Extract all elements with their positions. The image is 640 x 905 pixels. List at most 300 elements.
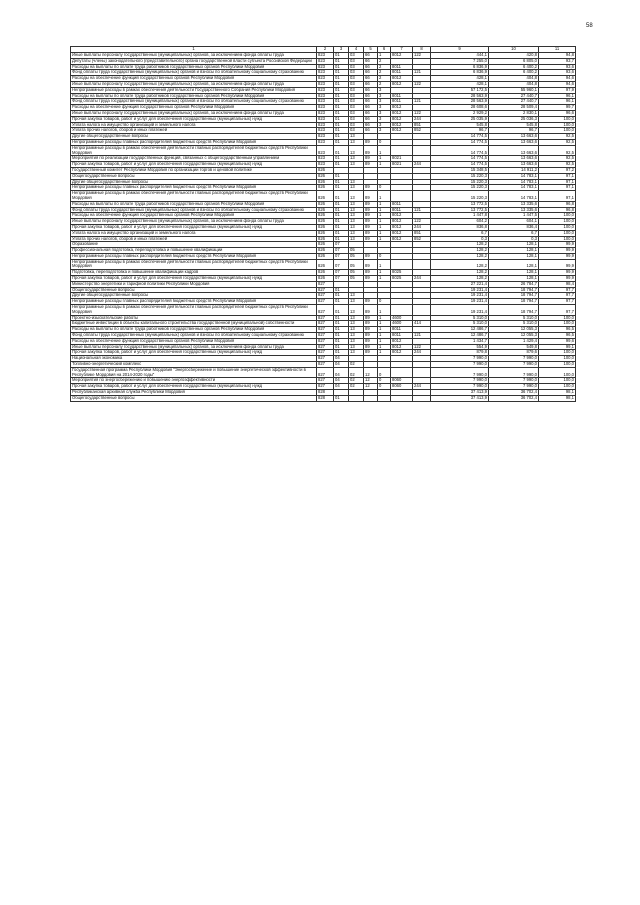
- row-name-cell: Непрограммные расходы главных распорядителей бюджетных средств Республики Мордовия: [71, 139, 317, 145]
- row-name-cell: Другие общегосударственные вопросы: [71, 134, 317, 140]
- article-code-cell: 8012: [391, 122, 413, 128]
- expense-type-code-cell: 414: [413, 321, 431, 327]
- row-name-cell: Иные выплаты персоналу государственных (муниципальных) органов, за исключением фонда оплаты труда: [71, 81, 317, 87]
- expense-type-code-cell: 244: [413, 116, 431, 122]
- expense-type-code-cell: 244: [413, 224, 431, 230]
- subsection-code-cell: 03: [349, 110, 364, 116]
- program-code-cell: 89: [364, 191, 378, 202]
- program-code-cell: 66: [364, 93, 378, 99]
- subprogram-code-cell: 3: [378, 122, 391, 128]
- row-name-cell: Прочая закупка товаров, работ и услуг для обеспечения государственных (муниципальных) нужд: [71, 276, 317, 282]
- row-name-cell: Национальная экономика: [71, 356, 317, 362]
- program-code-cell: 12: [364, 367, 378, 378]
- execution-percent-cell: 97,9: [539, 87, 576, 93]
- subsection-code-cell: 13: [349, 219, 364, 225]
- table-row: [71, 191, 576, 202]
- admin-code-cell: 823: [317, 58, 334, 64]
- row-name-cell: Расходы на обеспечение функций государственных органов Республики Мордовия: [71, 213, 317, 219]
- column-header: 3: [334, 47, 349, 53]
- section-code-cell: 07: [334, 248, 349, 254]
- admin-code-cell: 823: [317, 105, 334, 111]
- executed-amount-cell: 404,8: [489, 81, 539, 87]
- executed-amount-cell: 13 335,6: [489, 201, 539, 207]
- admin-code-cell: 826: [317, 270, 334, 276]
- subsection-code-cell: 13: [349, 139, 364, 145]
- admin-code-cell: 823: [317, 81, 334, 87]
- program-code-cell: 66: [364, 64, 378, 70]
- subsection-code-cell: 03: [349, 105, 364, 111]
- row-name-cell: Общегосударственные вопросы: [71, 395, 317, 401]
- execution-percent-cell: 100,0: [539, 350, 576, 356]
- subprogram-code-cell: 3: [378, 87, 391, 93]
- planned-amount-cell: 15 220,3: [431, 191, 489, 202]
- column-header: 8: [413, 47, 431, 53]
- subprogram-code-cell: 1: [378, 230, 391, 236]
- row-name-cell: Уплата налога на имущество организаций и земельного налога: [71, 122, 317, 128]
- row-name-cell: Непрограммные расходы главных распорядителей бюджетных средств Республики Мордовия: [71, 185, 317, 191]
- article-code-cell: [391, 259, 413, 270]
- expense-type-code-cell: 122: [413, 53, 431, 59]
- section-code-cell: 01: [334, 191, 349, 202]
- execution-percent-cell: 97,1: [539, 173, 576, 179]
- planned-amount-cell: 604,2: [431, 219, 489, 225]
- admin-code-cell: 826: [317, 167, 334, 173]
- program-code-cell: 89: [364, 344, 378, 350]
- subsection-code-cell: 13: [349, 156, 364, 162]
- executed-amount-cell: 28 509,4: [489, 105, 539, 111]
- section-code-cell: 07: [334, 253, 349, 259]
- section-code-cell: 01: [334, 287, 349, 293]
- execution-percent-cell: 97,1: [539, 191, 576, 202]
- executed-amount-cell: 27 440,7: [489, 99, 539, 105]
- article-code-cell: [391, 191, 413, 202]
- executed-amount-cell: 128,1: [489, 270, 539, 276]
- subsection-code-cell: 03: [349, 70, 364, 76]
- program-code-cell: 89: [364, 276, 378, 282]
- subprogram-code-cell: 2: [378, 76, 391, 82]
- planned-amount-cell: 6,7: [431, 230, 489, 236]
- subsection-code-cell: 13: [349, 350, 364, 356]
- subprogram-code-cell: 1: [378, 156, 391, 162]
- row-name-cell: Непрограммные расходы главных распорядителей бюджетных средств Республики Мордовия: [71, 253, 317, 259]
- subprogram-code-cell: 0: [378, 253, 391, 259]
- executed-amount-cell: 55 960,1: [489, 87, 539, 93]
- execution-percent-cell: 96,5: [539, 327, 576, 333]
- expense-type-code-cell: [413, 191, 431, 202]
- planned-amount-cell: 15 220,3: [431, 185, 489, 191]
- subprogram-code-cell: 1: [378, 201, 391, 207]
- executed-amount-cell: 5 310,0: [489, 321, 539, 327]
- row-name-cell: Уплата прочих налогов, сборов и иных платежей: [71, 128, 317, 134]
- expense-type-code-cell: 244: [413, 350, 431, 356]
- program-code-cell: 89: [364, 333, 378, 339]
- execution-percent-cell: 100,0: [539, 315, 576, 321]
- execution-percent-cell: 100,0: [539, 356, 576, 362]
- expense-type-code-cell: 852: [413, 128, 431, 134]
- expense-type-code-cell: 122: [413, 110, 431, 116]
- admin-code-cell: 826: [317, 219, 334, 225]
- subsection-code-cell: 03: [349, 81, 364, 87]
- article-code-cell: 4600: [391, 315, 413, 321]
- execution-percent-cell: 100,0: [539, 367, 576, 378]
- planned-amount-cell: 12 486,7: [431, 327, 489, 333]
- planned-amount-cell: 13 772,5: [431, 201, 489, 207]
- admin-code-cell: 823: [317, 64, 334, 70]
- section-code-cell: 01: [334, 139, 349, 145]
- subsection-code-cell: 13: [349, 305, 364, 316]
- subprogram-code-cell: 1: [378, 191, 391, 202]
- subsection-code-cell: 02: [349, 378, 364, 384]
- section-code-cell: 01: [334, 327, 349, 333]
- admin-code-cell: 826: [317, 236, 334, 242]
- subprogram-code-cell: 2: [378, 64, 391, 70]
- execution-percent-cell: 100,0: [539, 236, 576, 242]
- execution-percent-cell: 99,9: [539, 253, 576, 259]
- subprogram-code-cell: 1: [378, 350, 391, 356]
- column-header: 11: [539, 47, 576, 53]
- subprogram-code-cell: 1: [378, 224, 391, 230]
- executed-amount-cell: 545,8: [489, 122, 539, 128]
- execution-percent-cell: 92,5: [539, 162, 576, 168]
- program-code-cell: 89: [364, 338, 378, 344]
- section-code-cell: 01: [334, 128, 349, 134]
- execution-percent-cell: 98,1: [539, 390, 576, 396]
- planned-amount-cell: 7 990,0: [431, 356, 489, 362]
- planned-amount-cell: 6 836,9: [431, 70, 489, 76]
- program-code-cell: 89: [364, 315, 378, 321]
- executed-amount-cell: 36 702,4: [489, 390, 539, 396]
- article-code-cell: 8012: [391, 236, 413, 242]
- subsection-code-cell: 13: [349, 321, 364, 327]
- subprogram-code-cell: 3: [378, 105, 391, 111]
- admin-code-cell: 827: [317, 327, 334, 333]
- planned-amount-cell: 879,8: [431, 350, 489, 356]
- planned-amount-cell: 2 929,2: [431, 110, 489, 116]
- article-code-cell: [391, 145, 413, 156]
- table-row: [71, 305, 576, 316]
- row-name-cell: Непрограммные расходы в рамках обеспечения деятельности главных распорядителей бюджетных средств Республики Мордовия: [71, 145, 317, 156]
- program-code-cell: 89: [364, 253, 378, 259]
- admin-code-cell: 827: [317, 338, 334, 344]
- planned-amount-cell: 96,7: [431, 128, 489, 134]
- section-code-cell: 01: [334, 236, 349, 242]
- executed-amount-cell: 18 794,7: [489, 299, 539, 305]
- subsection-code-cell: 13: [349, 344, 364, 350]
- article-code-cell: 8025: [391, 276, 413, 282]
- subsection-code-cell: 03: [349, 122, 364, 128]
- execution-percent-cell: 97,1: [539, 185, 576, 191]
- row-name-cell: Расходы на выплаты по оплате труда работников государственных органов Республики Мордовия: [71, 201, 317, 207]
- expense-type-code-cell: [413, 259, 431, 270]
- execution-percent-cell: 100,0: [539, 128, 576, 134]
- expense-type-code-cell: 121: [413, 70, 431, 76]
- row-name-cell: Фонд оплаты труда государственных (муниципальных) органов и взносы по обязательному социальному страхованию: [71, 333, 317, 339]
- article-code-cell: 8011: [391, 201, 413, 207]
- execution-percent-cell: 94,6: [539, 81, 576, 87]
- article-code-cell: 8025: [391, 270, 413, 276]
- section-code-cell: 01: [334, 230, 349, 236]
- executed-amount-cell: 7 990,0: [489, 378, 539, 384]
- executed-amount-cell: 13 663,6: [489, 162, 539, 168]
- column-header: 10: [489, 47, 539, 53]
- program-code-cell: 89: [364, 185, 378, 191]
- program-code-cell: 89: [364, 219, 378, 225]
- admin-code-cell: 823: [317, 70, 334, 76]
- program-code-cell: [364, 395, 378, 401]
- executed-amount-cell: 14 783,1: [489, 179, 539, 185]
- section-code-cell: 01: [334, 179, 349, 185]
- program-code-cell: 89: [364, 145, 378, 156]
- admin-code-cell: 828: [317, 395, 334, 401]
- planned-amount-cell: 7 990,0: [431, 367, 489, 378]
- execution-percent-cell: 100,0: [539, 362, 576, 368]
- program-code-cell: 89: [364, 305, 378, 316]
- article-code-cell: [391, 395, 413, 401]
- executed-amount-cell: 96,7: [489, 128, 539, 134]
- expense-type-code-cell: 122: [413, 81, 431, 87]
- planned-amount-cell: 19 231,4: [431, 287, 489, 293]
- executed-amount-cell: 27 440,7: [489, 93, 539, 99]
- section-code-cell: 01: [334, 53, 349, 59]
- execution-percent-cell: 97,7: [539, 287, 576, 293]
- article-code-cell: [391, 305, 413, 316]
- section-code-cell: 01: [334, 70, 349, 76]
- execution-percent-cell: 100,0: [539, 213, 576, 219]
- section-code-cell: 01: [334, 173, 349, 179]
- admin-code-cell: 827: [317, 378, 334, 384]
- admin-code-cell: 827: [317, 293, 334, 299]
- subprogram-code-cell: 1: [378, 219, 391, 225]
- executed-amount-cell: 420,8: [489, 53, 539, 59]
- admin-code-cell: 823: [317, 53, 334, 59]
- executed-amount-cell: 128,1: [489, 276, 539, 282]
- subsection-code-cell: 03: [349, 87, 364, 93]
- expense-type-code-cell: 851: [413, 230, 431, 236]
- program-code-cell: 89: [364, 230, 378, 236]
- executed-amount-cell: 13 663,6: [489, 145, 539, 156]
- program-code-cell: 66: [364, 76, 378, 82]
- article-code-cell: 8011: [391, 207, 413, 213]
- section-code-cell: 01: [334, 99, 349, 105]
- program-code-cell: 66: [364, 53, 378, 59]
- admin-code-cell: 827: [317, 287, 334, 293]
- subsection-code-cell: 13: [349, 213, 364, 219]
- subprogram-code-cell: 1: [378, 305, 391, 316]
- program-code-cell: 66: [364, 116, 378, 122]
- executed-amount-cell: 0,3: [489, 236, 539, 242]
- planned-amount-cell: 14 774,5: [431, 162, 489, 168]
- table-row: [71, 367, 576, 378]
- executed-amount-cell: 836,4: [489, 224, 539, 230]
- admin-code-cell: 827: [317, 281, 334, 287]
- subprogram-code-cell: 0: [378, 185, 391, 191]
- column-header: 1: [71, 47, 317, 53]
- subsection-code-cell: 05: [349, 276, 364, 282]
- row-name-cell: Государственный комитет Республики Мордовия по организации торгов и ценовой политике: [71, 167, 317, 173]
- table-body: [71, 53, 576, 402]
- page-number: 58: [586, 23, 593, 29]
- article-code-cell: 8011: [391, 327, 413, 333]
- table-row: [71, 145, 576, 156]
- execution-percent-cell: 96,8: [539, 201, 576, 207]
- subsection-code-cell: 13: [349, 207, 364, 213]
- planned-amount-cell: 7 990,0: [431, 384, 489, 390]
- section-code-cell: 04: [334, 378, 349, 384]
- row-name-cell: Непрограммные расходы в рамках обеспечения деятельности главных распорядителей бюджетных средств Республики Мордовия: [71, 305, 317, 316]
- subprogram-code-cell: 1: [378, 333, 391, 339]
- section-code-cell: 01: [334, 58, 349, 64]
- admin-code-cell: 823: [317, 145, 334, 156]
- expense-type-code-cell: 244: [413, 276, 431, 282]
- admin-code-cell: 826: [317, 173, 334, 179]
- executed-amount-cell: 13 335,6: [489, 207, 539, 213]
- column-header: 9: [431, 47, 489, 53]
- executed-amount-cell: 13 663,6: [489, 156, 539, 162]
- article-code-cell: 8012: [391, 76, 413, 82]
- admin-code-cell: 823: [317, 139, 334, 145]
- program-code-cell: 89: [364, 139, 378, 145]
- planned-amount-cell: 128,2: [431, 270, 489, 276]
- article-code-cell: 8011: [391, 64, 413, 70]
- execution-percent-cell: 100,0: [539, 116, 576, 122]
- execution-percent-cell: 99,9: [539, 259, 576, 270]
- section-code-cell: 04: [334, 384, 349, 390]
- subprogram-code-cell: 3: [378, 128, 391, 134]
- execution-percent-cell: 94,6: [539, 76, 576, 82]
- planned-amount-cell: 7 990,0: [431, 378, 489, 384]
- expense-type-code-cell: 244: [413, 384, 431, 390]
- row-name-cell: Уплата прочих налогов, сборов и иных платежей: [71, 236, 317, 242]
- row-name-cell: Подготовка, переподготовка и повышение квалификации кадров: [71, 270, 317, 276]
- planned-amount-cell: 128,2: [431, 248, 489, 254]
- article-code-cell: 4600: [391, 321, 413, 327]
- row-name-cell: Иные выплаты персоналу государственных (муниципальных) органов, за исключением фонда оплаты труда: [71, 110, 317, 116]
- section-code-cell: 01: [334, 213, 349, 219]
- admin-code-cell: 826: [317, 201, 334, 207]
- subsection-code-cell: 05: [349, 248, 364, 254]
- program-code-cell: 89: [364, 201, 378, 207]
- admin-code-cell: 823: [317, 93, 334, 99]
- subprogram-code-cell: 2: [378, 58, 391, 64]
- row-name-cell: Расходы на обеспечение функций государственных органов Республики Мордовия: [71, 76, 317, 82]
- row-name-cell: Непрограммные расходы в рамках обеспечения деятельности Государственного Собрания Республики Мордовия: [71, 87, 317, 93]
- program-code-cell: 89: [364, 350, 378, 356]
- section-code-cell: 07: [334, 276, 349, 282]
- subprogram-code-cell: 3: [378, 93, 391, 99]
- executed-amount-cell: 14 783,1: [489, 173, 539, 179]
- subsection-code-cell: 13: [349, 185, 364, 191]
- column-header: 4: [349, 47, 364, 53]
- section-code-cell: 04: [334, 362, 349, 368]
- article-code-cell: 8011: [391, 70, 413, 76]
- column-header: 5: [364, 47, 378, 53]
- execution-percent-cell: 97,1: [539, 179, 576, 185]
- section-code-cell: 01: [334, 350, 349, 356]
- executed-amount-cell: 6 805,0: [489, 58, 539, 64]
- row-name-cell: Фонд оплаты труда государственных (муниципальных) органов и взносы по обязательному социальному страхованию: [71, 70, 317, 76]
- executed-amount-cell: 2 830,1: [489, 110, 539, 116]
- execution-percent-cell: 100,0: [539, 122, 576, 128]
- section-code-cell: 04: [334, 356, 349, 362]
- program-code-cell: 89: [364, 207, 378, 213]
- planned-amount-cell: 37 413,9: [431, 390, 489, 396]
- article-code-cell: 8012: [391, 344, 413, 350]
- section-code-cell: 01: [334, 293, 349, 299]
- subsection-code-cell: 13: [349, 293, 364, 299]
- admin-code-cell: 826: [317, 207, 334, 213]
- subprogram-code-cell: 0: [378, 299, 391, 305]
- section-code-cell: 01: [334, 93, 349, 99]
- section-code-cell: 01: [334, 395, 349, 401]
- subprogram-code-cell: 1: [378, 315, 391, 321]
- section-code-cell: 01: [334, 105, 349, 111]
- subsection-code-cell: 13: [349, 224, 364, 230]
- admin-code-cell: 827: [317, 362, 334, 368]
- subprogram-code-cell: 1: [378, 338, 391, 344]
- row-name-cell: Прочая закупка товаров, работ и услуг для обеспечения государственных (муниципальных) нужд: [71, 116, 317, 122]
- section-code-cell: 01: [334, 333, 349, 339]
- execution-percent-cell: 100,0: [539, 224, 576, 230]
- section-code-cell: 01: [334, 64, 349, 70]
- section-code-cell: 01: [334, 87, 349, 93]
- subprogram-code-cell: 1: [378, 276, 391, 282]
- executed-amount-cell: 26 784,7: [489, 281, 539, 287]
- subsection-code-cell: 02: [349, 384, 364, 390]
- planned-amount-cell: 28 563,9: [431, 99, 489, 105]
- admin-code-cell: 823: [317, 156, 334, 162]
- subprogram-code-cell: 2: [378, 70, 391, 76]
- execution-percent-cell: 96,1: [539, 99, 576, 105]
- subprogram-code-cell: 1: [378, 236, 391, 242]
- expense-type-code-cell: [413, 367, 431, 378]
- row-name-cell: Прочая закупка товаров, работ и услуг для обеспечения государственных (муниципальных) нужд: [71, 162, 317, 168]
- subsection-code-cell: 03: [349, 76, 364, 82]
- row-name-cell: Иные выплаты персоналу государственных (муниципальных) органов, за исключением фонда оплаты труда: [71, 219, 317, 225]
- article-code-cell: 8012: [391, 53, 413, 59]
- execution-percent-cell: 100,0: [539, 384, 576, 390]
- expense-type-code-cell: [413, 395, 431, 401]
- section-code-cell: 01: [334, 207, 349, 213]
- section-code-cell: 01: [334, 122, 349, 128]
- executed-amount-cell: 13 663,6: [489, 134, 539, 140]
- section-code-cell: 07: [334, 242, 349, 248]
- executed-amount-cell: 128,1: [489, 253, 539, 259]
- executed-amount-cell: 1 429,4: [489, 338, 539, 344]
- subprogram-code-cell: 0: [378, 378, 391, 384]
- column-header: 6: [378, 47, 391, 53]
- expense-type-code-cell: 122: [413, 219, 431, 225]
- program-code-cell: 12: [364, 378, 378, 384]
- planned-amount-cell: 7 990,0: [431, 362, 489, 368]
- execution-percent-cell: 99,7: [539, 105, 576, 111]
- execution-percent-cell: 96,5: [539, 333, 576, 339]
- admin-code-cell: 826: [317, 253, 334, 259]
- column-header: 7: [391, 47, 413, 53]
- executed-amount-cell: 1 447,5: [489, 213, 539, 219]
- program-code-cell: 89: [364, 156, 378, 162]
- subprogram-code-cell: 1: [378, 344, 391, 350]
- admin-code-cell: 823: [317, 76, 334, 82]
- executed-amount-cell: 12 055,3: [489, 327, 539, 333]
- executed-amount-cell: 549,8: [489, 344, 539, 350]
- execution-percent-cell: 99,9: [539, 248, 576, 254]
- row-name-cell: Депутаты (члены) законодательного (представительного) органа государственной власти субъекта Российской Федерации: [71, 58, 317, 64]
- program-code-cell: 66: [364, 81, 378, 87]
- planned-amount-cell: 444,1: [431, 53, 489, 59]
- subprogram-code-cell: 1: [378, 53, 391, 59]
- admin-code-cell: 823: [317, 99, 334, 105]
- article-code-cell: 8012: [391, 110, 413, 116]
